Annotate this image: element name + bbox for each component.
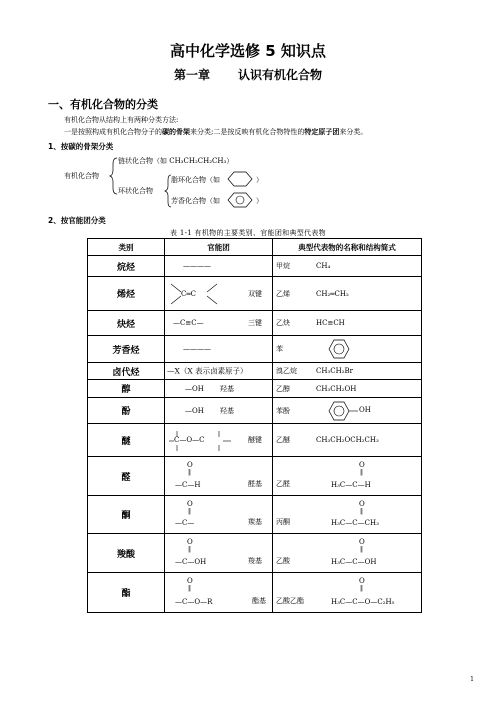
chapter-number: 第一章 xyxy=(173,68,210,82)
fg-name: 羟基 xyxy=(220,384,234,393)
rep-cell xyxy=(273,256,422,277)
category-cell: 烯烃 xyxy=(88,277,165,311)
functional-group-table xyxy=(87,238,422,613)
table-row xyxy=(88,363,422,380)
tree-aromatic: 芳香化合物（如 xyxy=(171,197,220,205)
rep-name: 乙炔 xyxy=(276,319,290,327)
fg-formula: —OH xyxy=(185,406,204,415)
benzene-icon xyxy=(227,192,253,208)
category-cell: 芳香烃 xyxy=(88,336,165,363)
chapter-heading xyxy=(0,66,496,83)
table-row xyxy=(88,457,422,496)
fg-cell xyxy=(165,496,273,534)
fg-cell xyxy=(165,398,273,424)
fg-name: 醛基 xyxy=(248,480,262,488)
cyclohexane-icon xyxy=(227,171,253,187)
fg-formula: —C—H xyxy=(175,481,201,489)
rep-formula: H₃C—C—OH xyxy=(331,558,377,566)
rep-name: 乙烯 xyxy=(276,289,290,298)
fg-cell xyxy=(165,573,273,613)
rep-name: 丙酮 xyxy=(276,518,290,526)
carbonyl-oxygen: O xyxy=(359,577,365,585)
section-heading: 一、有机化合物的分类 xyxy=(48,98,158,111)
fg-formula: —OH xyxy=(185,384,204,393)
fg-formula: C—O—C xyxy=(174,436,205,444)
carbonyl-oxygen: O xyxy=(187,500,193,508)
intro-text-a: 一是按照构成有机化合物分子的 xyxy=(64,128,162,136)
rep-cell xyxy=(273,380,422,398)
chapter-name: 认识有机化合物 xyxy=(238,68,323,82)
tree-close-2: ） xyxy=(256,197,263,205)
table-row xyxy=(88,256,422,277)
carbonyl-oxygen: O xyxy=(359,500,365,508)
double-bond-mark: ‖ xyxy=(360,508,363,515)
double-bond-mark: ‖ xyxy=(188,508,191,515)
double-bond-mark: ‖ xyxy=(360,546,363,553)
rep-name: 苯酚 xyxy=(276,406,290,415)
category-cell: 羧酸 xyxy=(88,534,165,573)
rep-cell xyxy=(273,336,422,363)
rep-formula: H₃C—C—CH₃ xyxy=(331,519,379,527)
rep-formula: CH₃CH₂OCH₂CH₃ xyxy=(316,436,379,444)
fg-formula: —C≡C— xyxy=(173,319,204,327)
table-row xyxy=(88,534,422,573)
rep-name: 苯 xyxy=(276,345,283,353)
fg-name: 羰基 xyxy=(248,518,262,526)
table-row xyxy=(88,424,422,457)
rep-formula: CH₃CH₂Br xyxy=(316,367,354,375)
intro-bold-group: 特定原子团 xyxy=(304,127,340,136)
category-cell: 酯 xyxy=(88,573,165,613)
rep-name: 乙醛 xyxy=(276,480,290,488)
rep-formula: H₃C—C—O—C₂H₅ xyxy=(331,598,395,606)
rep-name: 乙酸乙酯 xyxy=(276,597,304,605)
carbonyl-oxygen: O xyxy=(359,461,365,469)
rep-cell xyxy=(273,457,422,496)
fg-formula: ———— xyxy=(183,345,211,353)
rep-formula: HC≡CH xyxy=(316,319,345,327)
table-row xyxy=(88,380,422,398)
phenol-ring-icon xyxy=(328,401,362,421)
subheading-functional-group: 2、按官能团分类 xyxy=(48,216,106,225)
carbonyl-oxygen: O xyxy=(187,577,193,585)
table-header-row xyxy=(88,239,422,256)
fg-cell xyxy=(165,363,273,380)
fg-name: 酯基 xyxy=(252,597,266,605)
category-cell: 醛 xyxy=(88,457,165,496)
fg-name: 双键 xyxy=(248,289,262,298)
rep-cell xyxy=(273,534,422,573)
intro-text-e: 来分类。 xyxy=(339,128,368,136)
intro-bold-skeleton: 碳的骨架 xyxy=(162,127,190,136)
carbonyl-oxygen: O xyxy=(187,461,193,469)
rep-cell xyxy=(273,277,422,311)
tree-root: 有机化合物 xyxy=(64,172,99,180)
table-row xyxy=(88,573,422,613)
double-bond-mark: ‖ xyxy=(360,585,363,592)
header-functional-group: 官能团 xyxy=(165,239,273,256)
rep-name: 溴乙烷 xyxy=(276,367,297,375)
rep-formula: CH₃CH₂OH xyxy=(316,384,357,393)
header-category: 类别 xyxy=(88,239,165,256)
category-cell: 卤代烃 xyxy=(88,363,165,380)
rep-formula: CH₄ xyxy=(316,262,331,270)
fg-formula: C═C xyxy=(181,289,196,298)
category-cell: 酮 xyxy=(88,496,165,534)
rep-name: 乙醇 xyxy=(276,384,290,393)
fg-cell xyxy=(165,277,273,311)
fg-cell xyxy=(165,534,273,573)
rep-name: 乙醚 xyxy=(276,436,290,444)
subheading-skeleton: 1、按碳的骨架分类 xyxy=(48,142,114,151)
benzene-ring-icon xyxy=(328,339,350,359)
header-representative: 典型代表物的名称和结构简式 xyxy=(273,239,422,256)
fg-formula: —C—O—R xyxy=(175,598,213,606)
table-caption: 表 1-1 有机物的主要类别、官能团和典型代表物 xyxy=(170,229,326,237)
carbonyl-oxygen: O xyxy=(359,538,365,546)
category-cell: 酚 xyxy=(88,398,165,424)
double-bond-mark: ‖ xyxy=(188,585,191,592)
fg-name: 羧基 xyxy=(248,557,262,565)
rep-formula: CH₂═CH₂ xyxy=(316,289,349,298)
fg-cell xyxy=(165,256,273,277)
intro-line-2 xyxy=(64,127,367,137)
intro-text-c: 来分类;二是按反映有机化合物特性的 xyxy=(190,128,305,136)
fg-name: 三键 xyxy=(248,319,262,327)
rep-formula: OH xyxy=(359,406,371,414)
double-bond-mark: ‖ xyxy=(360,469,363,476)
tree-alicyclic: 脂环化合物（如 xyxy=(171,176,220,184)
rep-cell xyxy=(273,311,422,336)
table-row xyxy=(88,277,422,311)
fg-formula: —X（X 表示卤素原子） xyxy=(167,366,248,376)
carbonyl-oxygen: O xyxy=(187,538,193,546)
tree-close-1: ） xyxy=(256,176,263,184)
rep-name: 甲烷 xyxy=(276,262,290,270)
table-row xyxy=(88,311,422,336)
table-row xyxy=(88,398,422,424)
rep-cell xyxy=(273,424,422,457)
category-cell: 炔烃 xyxy=(88,311,165,336)
table-row xyxy=(88,496,422,534)
table-row xyxy=(88,336,422,363)
tree-chain: 链状化合物（如 CH₃CH₂CH₂CH₃） xyxy=(118,157,234,165)
fg-formula: ———— xyxy=(183,262,211,270)
page-number: 1 xyxy=(470,676,474,683)
document-title: 高中化学选修 5 知识点 xyxy=(170,42,326,60)
category-cell: 醇 xyxy=(88,380,165,398)
fg-cell xyxy=(165,311,273,336)
fg-cell xyxy=(165,457,273,496)
fg-cell xyxy=(165,424,273,457)
rep-formula: H₃C—C—H xyxy=(331,481,371,489)
category-cell: 烷烃 xyxy=(88,256,165,277)
fg-name: 羟基 xyxy=(220,406,234,415)
tree-ring: 环状化合物 xyxy=(118,187,153,195)
rep-name: 乙酸 xyxy=(276,557,290,565)
rep-cell xyxy=(273,398,422,424)
double-bond-mark: ‖ xyxy=(188,469,191,476)
intro-line-1: 有机化合物从结构上有两种分类方法: xyxy=(64,116,179,124)
rep-cell xyxy=(273,363,422,380)
double-bond-mark: ‖ xyxy=(188,546,191,553)
rep-cell xyxy=(273,573,422,613)
rep-cell xyxy=(273,496,422,534)
fg-formula: —C— xyxy=(175,519,195,527)
fg-formula: —C—OH xyxy=(175,558,207,566)
fg-cell xyxy=(165,336,273,363)
fg-name: 醚键 xyxy=(248,436,262,444)
fg-cell xyxy=(165,380,273,398)
category-cell: 醚 xyxy=(88,424,165,457)
